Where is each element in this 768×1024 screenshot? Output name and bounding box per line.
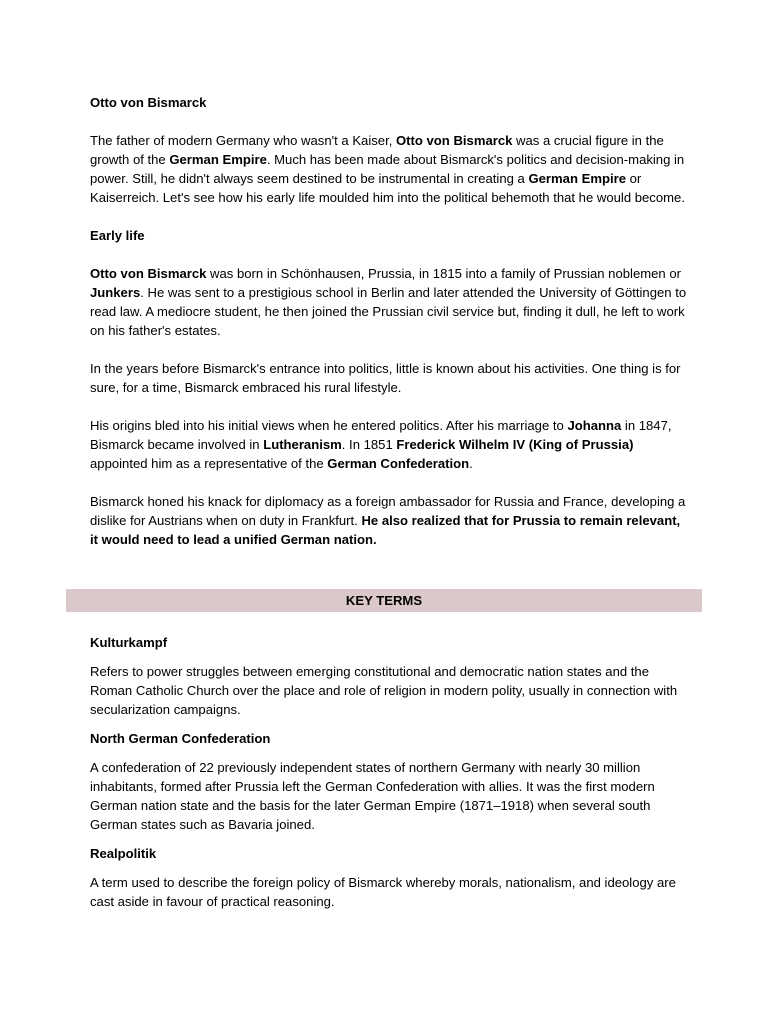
- bold-term: Lutheranism: [263, 437, 342, 452]
- early-life-paragraph-1: Otto von Bismarck was born in Schönhausen, Prussia, in 1815 into a family of Prussian noblemen or Junkers. He was sent to a prestigious school in Berlin and later attended the University of Göttingen to read law. A mediocre student, he then joined the Prussian civil service but, finding it dull, he left to work on his father's estates.: [90, 266, 687, 338]
- key-term-title: North German Confederation: [90, 731, 271, 746]
- key-term-item: [90, 633, 690, 719]
- bold-term: German Empire: [169, 152, 267, 167]
- early-life-paragraph-3: His origins bled into his initial views when he entered politics. After his marriage to Johanna in 1847, Bismarck became involved in Lutheranism. In 1851 Frederick Wilhelm IV (King of Prussia) appointed him as a representative of the German Confederation.: [90, 418, 672, 471]
- bold-term: He also realized that for Prussia to remain relevant, it would need to lead a unified German nation.: [90, 513, 681, 547]
- key-terms-list: [90, 633, 690, 921]
- bold-term: Johanna: [567, 418, 622, 433]
- early-life-paragraph-4: Bismarck honed his knack for diplomacy as a foreign ambassador for Russia and France, developing a dislike for Austrians when on duty in Frankfurt. He also realized that for Prussia to remain relevant, it would need to lead a unified German nation.: [90, 494, 686, 547]
- section-heading-early-life: Early life: [90, 228, 145, 243]
- bold-term: Otto von Bismarck: [90, 266, 207, 281]
- key-term-definition: A term used to describe the foreign policy of Bismarck whereby morals, nationalism, and ideology are cast aside in favour of practical reasoning.: [90, 875, 676, 909]
- key-term-item: [90, 729, 690, 834]
- key-term-item: [90, 844, 690, 911]
- bold-term: Otto von Bismarck: [395, 133, 513, 148]
- key-term-definition: Refers to power struggles between emerging constitutional and democratic nation states and the Roman Catholic Church over the place and role of religion in modern polity, usually in connection with secularization campaigns.: [90, 664, 678, 717]
- bold-term: Junkers: [90, 285, 141, 300]
- page-title: Otto von Bismarck: [90, 95, 207, 110]
- main-content: [90, 93, 690, 549]
- key-term-definition: A confederation of 22 previously independent states of northern Germany with nearly 30 million inhabitants, formed after Prussia left the German Confederation with allies. It was the first modern German nation state and the basis for the later German Empire (1871–1918) when several south German states such as Bavaria joined.: [90, 760, 655, 832]
- early-life-paragraph-2: In the years before Bismarck's entrance into politics, little is known about his activities. One thing is for sure, for a time, Bismarck embraced his rural lifestyle.: [90, 361, 681, 395]
- key-term-title: Kulturkampf: [90, 635, 168, 650]
- intro-paragraph: The father of modern Germany who wasn't a Kaiser, Otto von Bismarck was a crucial figure in the growth of the German Empire. Much has been made about Bismarck's politics and decision-making in power. Still, he didn't always seem destined to be instrumental in creating a German Empire or Kaiserreich. Let's see how his early life moulded him into the political behemoth that he would become.: [90, 133, 685, 205]
- bold-term: German Confederation: [327, 456, 470, 471]
- bold-term: Frederick Wilhelm IV (King of Prussia): [396, 437, 634, 452]
- bold-term: German Empire: [528, 171, 626, 186]
- key-term-title: Realpolitik: [90, 846, 157, 861]
- key-terms-header: KEY TERMS: [66, 589, 702, 612]
